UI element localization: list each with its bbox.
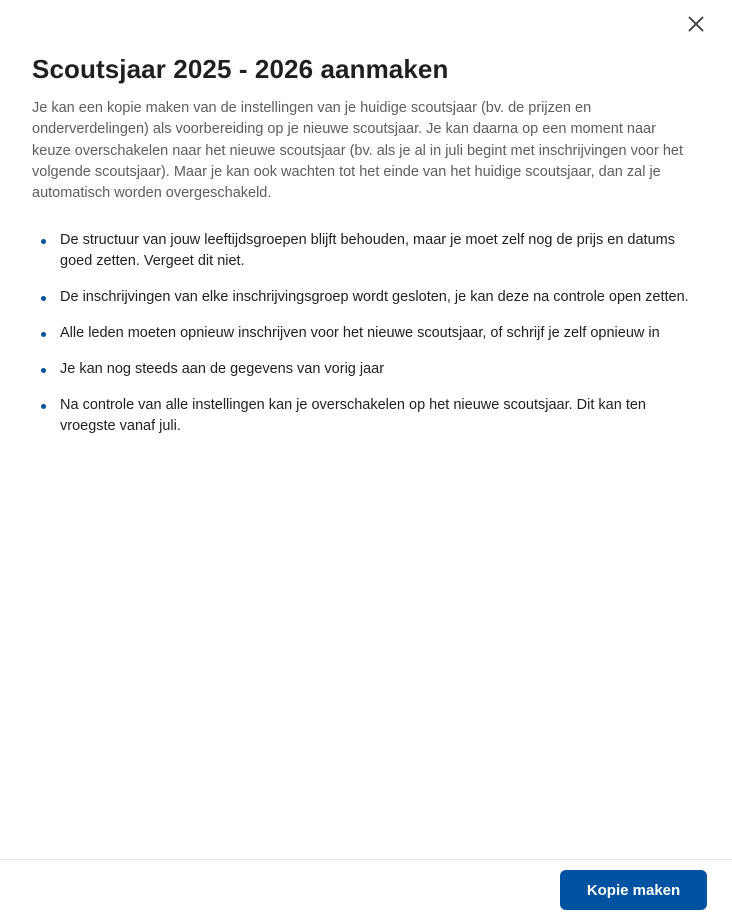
bullet-dot-icon [41, 296, 46, 301]
dialog-content [32, 52, 692, 452]
info-list [32, 230, 692, 437]
dialog-title: Scoutsjaar 2025 - 2026 aanmaken [32, 54, 449, 84]
bullet-dot-icon [41, 368, 46, 373]
list-item-text: De structuur van jouw leeftijdsgroepen blijft behouden, maar je moet zelf nog de prijs en datums goed zetten. Vergeet dit niet. [60, 232, 675, 270]
bullet-dot-icon [41, 239, 46, 244]
list-item [32, 230, 692, 272]
list-item-text: De inschrijvingen van elke inschrijvingsgroep wordt gesloten, je kan deze na controle open zetten. [60, 289, 689, 306]
close-button[interactable] [684, 12, 708, 36]
bullet-dot-icon [41, 404, 46, 409]
close-icon [688, 16, 704, 32]
bullet-dot-icon [41, 332, 46, 337]
list-item [32, 359, 692, 380]
list-item [32, 287, 692, 308]
dialog-footer [0, 859, 732, 912]
list-item [32, 323, 692, 344]
list-item-text: Je kan nog steeds aan de gegevens van vorig jaar [60, 361, 385, 378]
dialog-intro: Je kan een kopie maken van de instellingen van je huidige scoutsjaar (bv. de prijzen en onderverdelingen) als voorbereiding op je nieuwe scoutsjaar. Je kan daarna op een moment naar keuze overschakelen naar het nieuwe scoutsjaar (bv. als je al in juli begint met inschrijvingen voor het volgende scoutsjaar). Maar je kan ook wachten tot het einde van het huidige scoutsjaar, dan zal je automatisch worden overgeschakeld. [32, 100, 683, 202]
list-item [32, 395, 692, 437]
create-copy-button[interactable]: Kopie maken [560, 870, 707, 910]
list-item-text: Alle leden moeten opnieuw inschrijven voor het nieuwe scoutsjaar, of schrijf je zelf opnieuw in [60, 325, 660, 342]
list-item-text: Na controle van alle instellingen kan je overschakelen op het nieuwe scoutsjaar. Dit kan ten vroegste vanaf juli. [60, 397, 646, 435]
